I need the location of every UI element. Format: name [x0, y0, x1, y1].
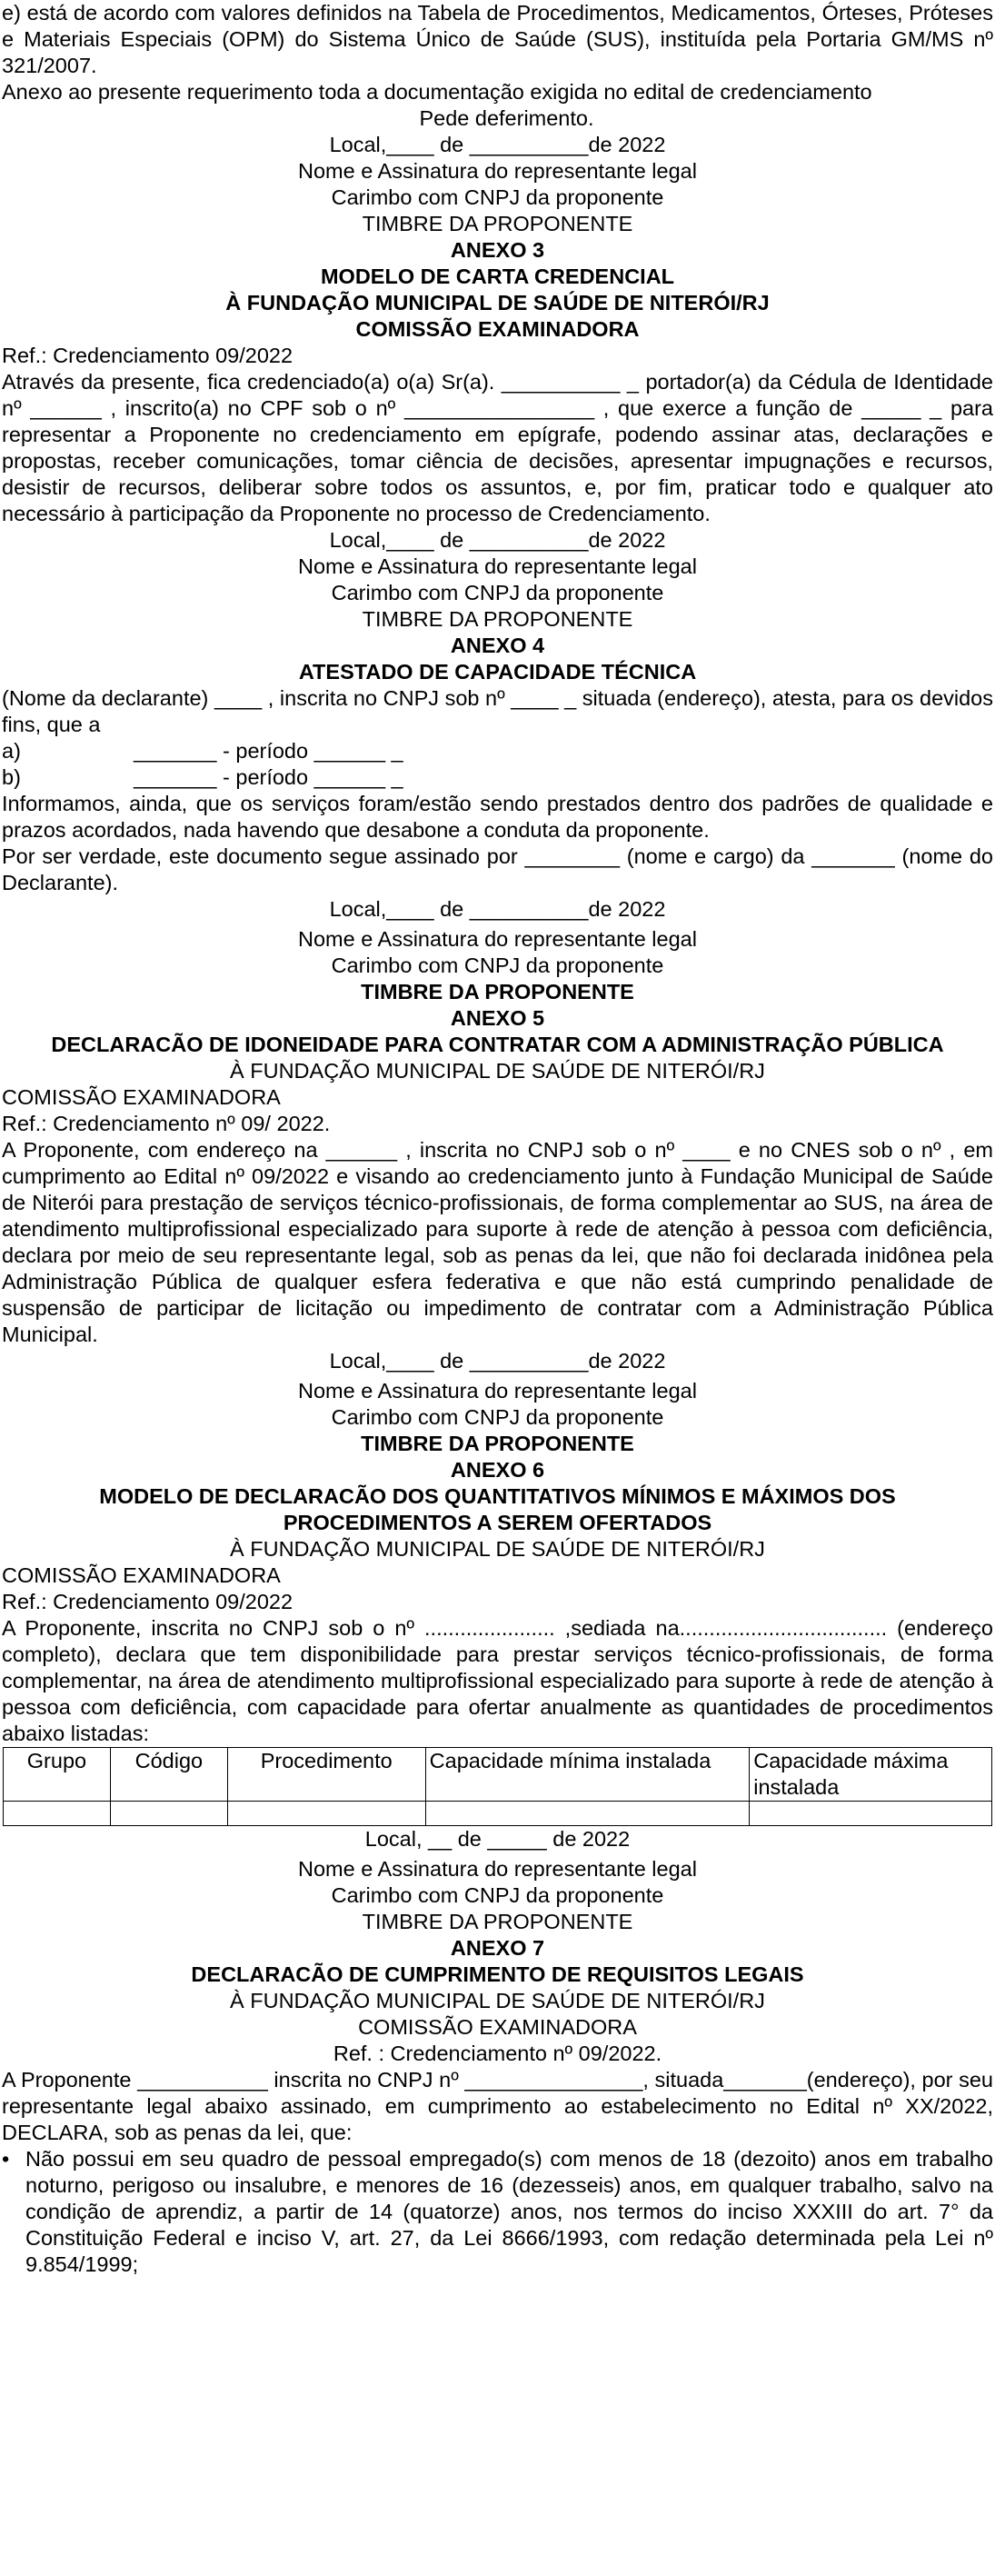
col-header-min-capacity: Capacidade mínima instalada [425, 1748, 750, 1802]
table-cell[interactable] [425, 1802, 750, 1826]
annex7-number: ANEXO 7 [450, 1936, 545, 1960]
stamp-line: Carimbo com CNPJ da proponente [331, 185, 664, 209]
col-header-group: Grupo [4, 1748, 111, 1802]
request-line: Pede deferimento. [419, 106, 594, 130]
item-a-text: _______ - período ______ _ [134, 739, 403, 763]
annex7-recipient: À FUNDAÇÃO MUNICIPAL DE SAÚDE DE NITERÓI/RJ [230, 1989, 765, 2012]
item-a-label: a) [2, 739, 21, 763]
item-e-paragraph: e) está de acordo com valores definidos na Tabela de Procedimentos, Medicamentos, Órteses, Próteses e Materiais Especiais (OPM) do Sistema Único de Saúde (SUS), instituída pela Portaria GM/MS nº 321/2007. [2, 1, 993, 77]
annex3-title: MODELO DE CARTA CREDENCIAL [320, 265, 675, 288]
annex6-number: ANEXO 6 [450, 1458, 545, 1482]
annex3-committee: COMISSÃO EXAMINADORA [355, 317, 640, 341]
annex7-bullet-1 [2, 2146, 993, 2278]
annex5-stamp: Carimbo com CNPJ da proponente [331, 1405, 664, 1429]
annex6-place-date: Local, __ de _____ de 2022 [364, 1827, 631, 1851]
annex6-ref: Ref.: Credenciamento 09/2022 [2, 1590, 294, 1613]
annex6-signature: Nome e Assinatura do representante legal [298, 1857, 697, 1881]
annex3-ref: Ref.: Credenciamento 09/2022 [2, 344, 294, 367]
annex5-body: A Proponente, com endereço na ______ , inscrita no CNPJ sob o nº ____ e no CNES sob o nº , em cumprimento ao Edital nº 09/2022 e visando ao credenciamento junto à Fundação Municipal de Saúde de Niterói para prestação de serviços técnico-profissionais, de forma complementar ao SUS, na área de atendimento multiprofissional especializado para suporte à rede de atenção à pessoa com deficiência, declara por meio de seu representante legal, sob as penas da lei, que não foi declarada inidônea pela Administração Pública de qualquer esfera federativa e que não está cumprindo penalidade de suspensão de participar de licitação ou impedimento de contratar com a Administração Pública Municipal. [2, 1138, 993, 1346]
annex4-stamp: Carimbo com CNPJ da proponente [331, 954, 664, 977]
annex6-body: A Proponente, inscrita no CNPJ sob o nº ...................... ,sediada na................................... (endereço completo), declara que tem disponibilidade para prestar serviços técnico-profissionais, de forma complementar, na área de atendimento multiprofissional especializado para suporte à rede de atenção à pessoa com deficiência, com capacidade para ofertar anualmente as quantidades de procedimentos abaixo listadas: [2, 1616, 993, 1745]
col-header-max-capacity: Capacidade máxima instalada [750, 1748, 992, 1802]
annex4-item-a [2, 738, 993, 764]
bullet-text: Não possui em seu quadro de pessoal empregado(s) com menos de 18 (dezoito) anos em trabalho noturno, perigoso ou insalubre, e menores de 16 (dezesseis) anos, em qualquer trabalho, salvo na condição de aprendiz, a partir de 14 (quatorze) anos, nos termos do inciso XXXIII do art. 7° da Constituição Federal e inciso V, art. 27, da Lei 8666/1993, com redação determinada pela Lei nº 9.854/1999; [25, 2147, 993, 2276]
annex4-letterhead: TIMBRE DA PROPONENTE [361, 980, 634, 1003]
annex6-recipient: À FUNDAÇÃO MUNICIPAL DE SAÚDE DE NITERÓI/RJ [230, 1537, 765, 1561]
annex4-place-date: Local,____ de __________de 2022 [329, 897, 666, 921]
annex4-inform: Informamos, ainda, que os serviços foram/estão sendo prestados dentro dos padrões de qualidade e prazos acordados, nada havendo que desabone a conduta da proponente. [2, 792, 993, 842]
table-cell[interactable] [750, 1802, 992, 1826]
annex6-stamp: Carimbo com CNPJ da proponente [331, 1883, 664, 1907]
annex4-signature: Nome e Assinatura do representante legal [298, 927, 697, 951]
annex7-committee: COMISSÃO EXAMINADORA [358, 2015, 637, 2039]
annex3-signature: Nome e Assinatura do representante legal [298, 554, 697, 578]
annex6-title: MODELO DE DECLARACÃO DOS QUANTITATIVOS MÍNIMOS E MÁXIMOS DOS PROCEDIMENTOS A SEREM OFERTADOS [99, 1484, 896, 1534]
col-header-code: Código [110, 1748, 227, 1802]
annex5-recipient: À FUNDAÇÃO MUNICIPAL DE SAÚDE DE NITERÓI/RJ [230, 1059, 765, 1083]
annex4-truth: Por ser verdade, este documento segue assinado por ________ (nome e cargo) da _______ (nome do Declarante). [2, 844, 993, 894]
annex3-recipient: À FUNDAÇÃO MUNICIPAL DE SAÚDE DE NITERÓI/RJ [225, 291, 770, 315]
annex4-title: ATESTADO DE CAPACIDADE TÉCNICA [298, 660, 697, 684]
table-header-row [4, 1748, 992, 1802]
annex5-number: ANEXO 5 [450, 1006, 545, 1030]
quantities-table [3, 1747, 992, 1826]
annex6-letterhead: TIMBRE DA PROPONENTE [362, 1910, 633, 1933]
annex7-title: DECLARACÃO DE CUMPRIMENTO DE REQUISITOS LEGAIS [191, 1962, 804, 1986]
annex3-number: ANEXO 3 [450, 238, 545, 262]
table-cell[interactable] [110, 1802, 227, 1826]
annex5-signature: Nome e Assinatura do representante legal [298, 1379, 697, 1403]
annex7-body: A Proponente ___________ inscrita no CNPJ nº _______________, situada_______(endereço), por seu representante legal abaixo assinado, em cumprimento ao estabelecimento no Edital nº XX/2022, DECLARA, sob as penas da lei, que: [2, 2068, 993, 2144]
attachment-paragraph: Anexo ao presente requerimento toda a documentação exigida no edital de credenciamento [2, 80, 872, 104]
signature-line: Nome e Assinatura do representante legal [298, 159, 697, 183]
table-cell[interactable] [227, 1802, 425, 1826]
item-b-label: b) [2, 765, 21, 789]
annex5-ref: Ref.: Credenciamento nº 09/ 2022. [2, 1112, 331, 1135]
col-header-procedure: Procedimento [227, 1748, 425, 1802]
annex4-item-b [2, 764, 993, 791]
annex5-title: DECLARACÃO DE IDONEIDADE PARA CONTRATAR COM A ADMINISTRAÇÃO PÚBLICA [51, 1033, 944, 1056]
item-b-text: _______ - período ______ _ [134, 765, 403, 789]
annex3-letterhead: TIMBRE DA PROPONENTE [362, 607, 633, 631]
annex5-committee: COMISSÃO EXAMINADORA [2, 1085, 281, 1109]
annex7-ref: Ref. : Credenciamento nº 09/2022. [333, 2042, 662, 2065]
annex5-place-date: Local,____ de __________de 2022 [329, 1349, 666, 1373]
annex5-letterhead: TIMBRE DA PROPONENTE [361, 1432, 634, 1455]
place-date-line: Local,____ de __________de 2022 [329, 133, 666, 156]
annex6-committee: COMISSÃO EXAMINADORA [2, 1563, 281, 1587]
table-row [4, 1802, 992, 1826]
letterhead-line: TIMBRE DA PROPONENTE [362, 212, 633, 235]
annex4-number: ANEXO 4 [450, 634, 545, 657]
annex4-intro: (Nome da declarante) ____ , inscrita no CNPJ sob nº ____ _ situada (endereço), atesta, para os devidos fins, que a [2, 686, 993, 736]
annex3-place-date: Local,____ de __________de 2022 [329, 528, 666, 552]
table-cell[interactable] [4, 1802, 111, 1826]
annex3-body: Através da presente, fica credenciado(a) o(a) Sr(a). __________ _ portador(a) da Cédula de Identidade nº ______ , inscrito(a) no CPF sob o nº ________________ , que exerce a função de _____ _ para representar a Proponente no credenciamento em epígrafe, podendo assinar atas, declarações e propostas, receber comunicações, tomar ciência de decisões, apresentar impugnações e recursos, desistir de recursos, deliberar sobre todos os assuntos, e, por fim, praticar todo e qualquer ato necessário à participação da Proponente no processo de Credenciamento. [2, 370, 993, 525]
annex3-stamp: Carimbo com CNPJ da proponente [331, 581, 664, 604]
bullet-icon: • [2, 2147, 10, 2171]
